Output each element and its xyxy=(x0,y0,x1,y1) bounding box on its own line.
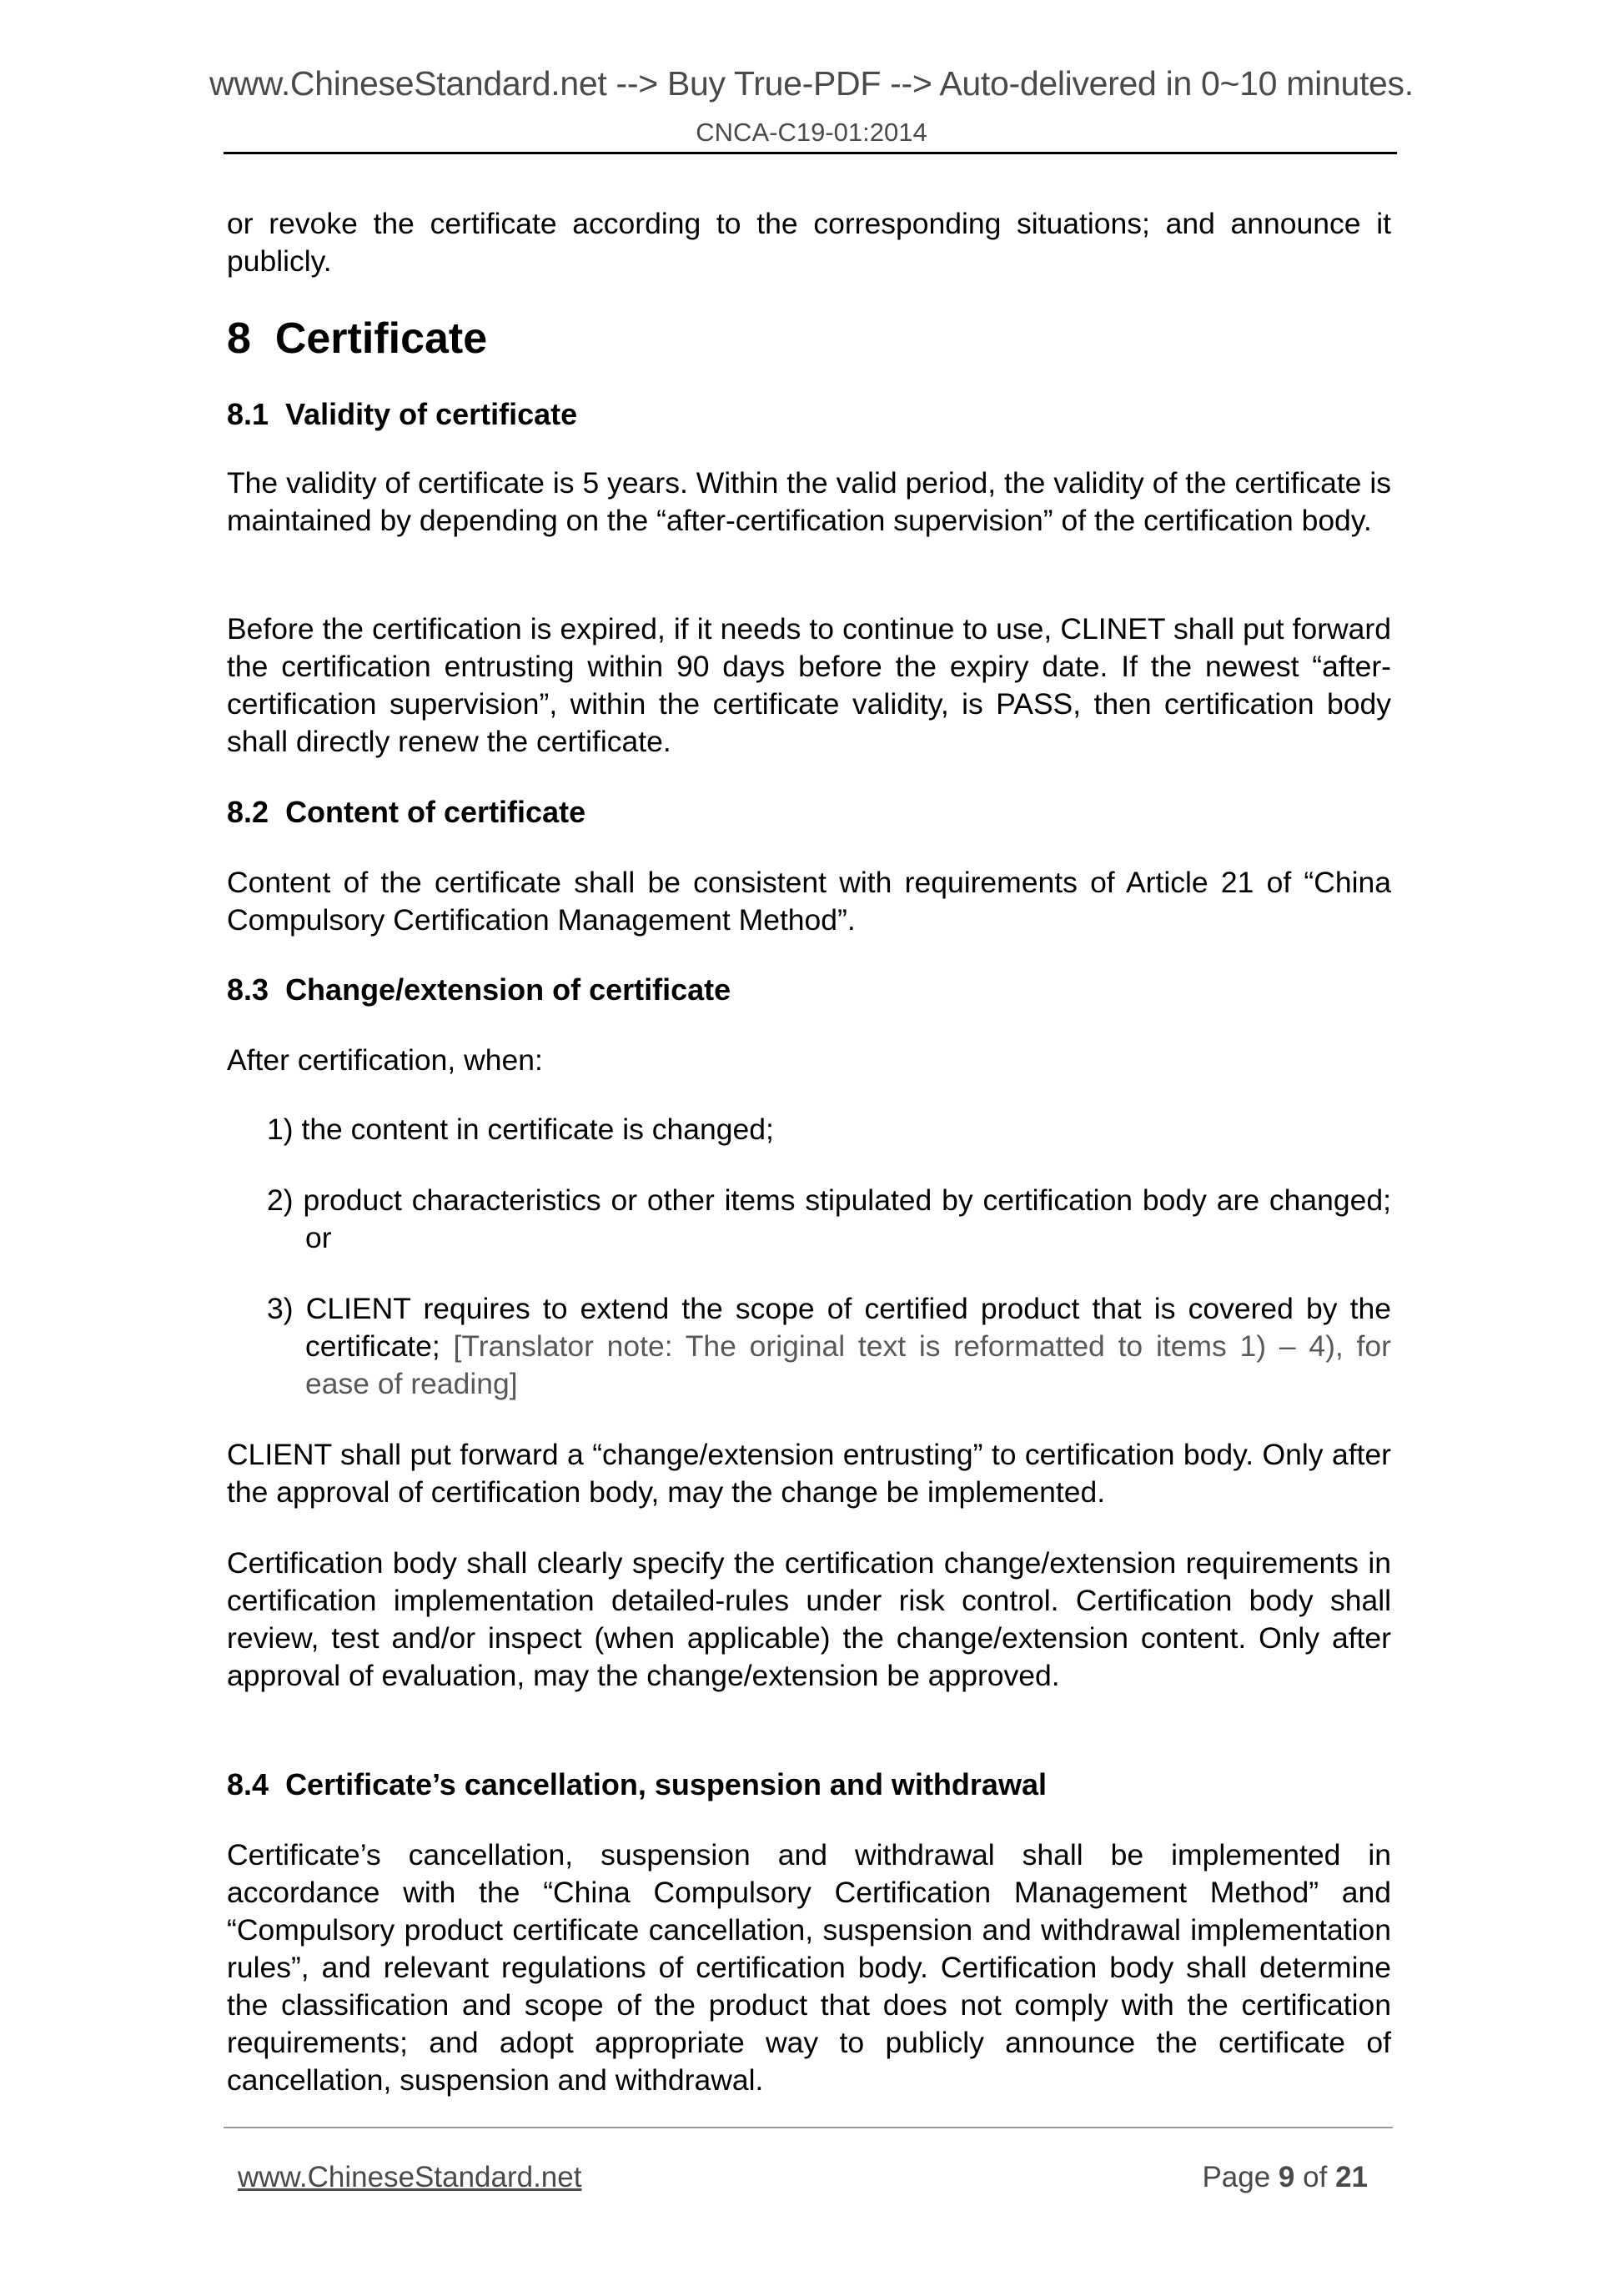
page-total: 21 xyxy=(1335,2161,1368,2193)
translator-note: [Translator note: The original text is reformatted to items 1) – 4), for ease of reading] xyxy=(305,1329,1391,1400)
list-item-text: product characteristics or other items stipulated by certification body are changed; or xyxy=(303,1183,1391,1254)
subsection-number: 8.1 xyxy=(227,397,269,431)
subsection-number: 8.3 xyxy=(227,972,269,1007)
header-banner: www.ChineseStandard.net --> Buy True-PDF --> Auto-delivered in 0~10 minutes. xyxy=(209,64,1414,103)
footer-rule xyxy=(224,2127,1393,2128)
list-intro: After certification, when: xyxy=(227,1043,543,1077)
page-number xyxy=(1202,2160,1368,2195)
continuation-paragraph: or revoke the certificate according to the corresponding situations; and announce it publicly. xyxy=(227,207,1391,278)
paragraph-change-entrusting: CLIENT shall put forward a “change/extension entrusting” to certification body. Only after the approval of certification body, may the change be implemented. xyxy=(227,1438,1391,1509)
list-item xyxy=(267,1182,1391,1257)
section-heading-8 xyxy=(227,314,487,364)
subsection-number: 8.2 xyxy=(227,795,269,829)
section-title: Certificate xyxy=(274,314,488,363)
paragraph-content: Content of the certificate shall be consistent with requirements of Article 21 of “China Compulsory Certification Management Method”. xyxy=(227,866,1391,937)
paragraph-change-requirements: Certification body shall clearly specify the certification change/extension requirements in certification implementation detailed-rules under risk control. Certification body shall review, test and/or inspect (when applicable) the change/extension content. Only after approval of evaluation, may the change/extension be approved. xyxy=(227,1546,1391,1692)
subsection-number: 8.4 xyxy=(227,1767,269,1801)
paragraph-cancellation: Certificate’s cancellation, suspension and withdrawal shall be implemented in accordance with the “China Compulsory Certification Management Method” and “Compulsory product certificate cancellation, suspension and withdrawal implementation rules”, and relevant regulations of certification body. Certification body shall determine the classification and scope of the product that does not comply with the certification requirements; and adopt appropriate way to publicly announce the certificate of cancellation, suspension and withdrawal. xyxy=(227,1838,1391,2097)
section-number: 8 xyxy=(227,314,251,363)
subsection-heading-8-2 xyxy=(227,793,585,831)
list-marker: 1) xyxy=(267,1113,294,1146)
document-code: CNCA-C19-01:2014 xyxy=(696,118,927,147)
footer-website-link[interactable]: www.ChineseStandard.net xyxy=(238,2161,582,2193)
list-item xyxy=(267,1111,1391,1148)
subsection-title: Validity of certificate xyxy=(285,397,578,431)
subsection-heading-8-3 xyxy=(227,971,731,1008)
page-current: 9 xyxy=(1278,2161,1295,2193)
subsection-title: Certificate’s cancellation, suspension and withdrawal xyxy=(285,1767,1047,1801)
paragraph-renewal: Before the certification is expired, if it needs to continue to use, CLINET shall put forward the certification entrusting within 90 days before the expiry date. If the newest “after-certification supervision”, within the certificate validity, is PASS, then certification body shall directly renew the certificate. xyxy=(227,612,1391,758)
list-marker: 2) xyxy=(267,1183,294,1217)
paragraph-validity-period: The validity of certificate is 5 years. Within the valid period, the validity of the certificate is maintained by depending on the “after-certification supervision” of the certification body. xyxy=(227,466,1391,537)
subsection-title: Content of certificate xyxy=(285,795,586,829)
list-item xyxy=(267,1290,1391,1403)
page-label: Page xyxy=(1202,2161,1271,2193)
list-item-text: the content in certificate is changed; xyxy=(301,1113,774,1146)
subsection-heading-8-4 xyxy=(227,1766,1047,1803)
subsection-heading-8-1 xyxy=(227,395,577,433)
subsection-title: Change/extension of certificate xyxy=(285,972,731,1007)
header-rule xyxy=(224,152,1397,154)
list-item-text: CLIENT requires to extend the scope of certified product that is covered by the certificate; xyxy=(305,1292,1392,1363)
page-of: of xyxy=(1303,2161,1328,2193)
list-marker: 3) xyxy=(267,1292,294,1325)
